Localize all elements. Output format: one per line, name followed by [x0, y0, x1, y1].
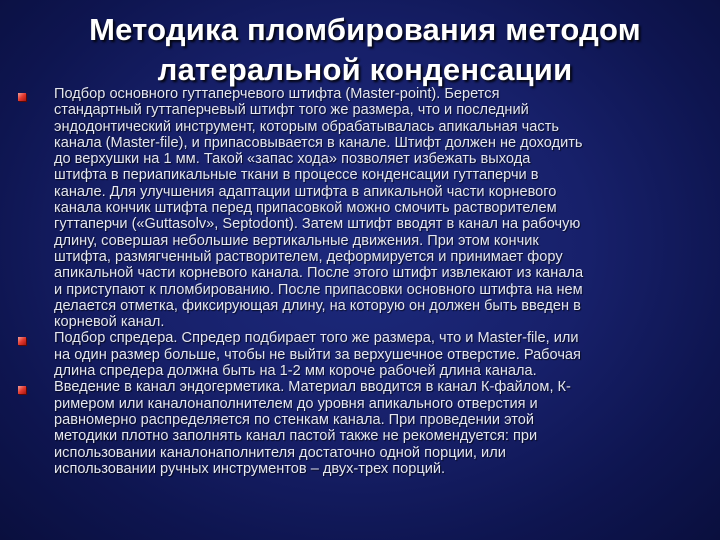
bullet-item-master-point [18, 86, 712, 330]
bullet-text: Подбор основного гуттаперчевого штифта (Master-point). Берется стандартный гуттаперчевый штифт того же размера, что и последний эндодонтический инструмент, которым обрабатывалась апикальная часть канала (Master-file), и припасовывается в канале. Штифт должен не доходить до верхушки на 1 мм. Такой «запас хода» позволяет избежать выхода штифта в периапикальные ткани в процессе конденсации гуттаперчи в канале. Для улучшения адаптации штифта в апикальной части корневого канала кончик штифта перед припасовкой можно смочить растворителем гуттаперчи («Guttasolv», Septodont). Затем штифт вводят в канал на рабочую длину, совершая небольшие вертикальные движения. При этом кончик штифта, размягченный растворителем, деформируется и принимает фору апикальной части корневого канала. После этого штифт извлекают из канала и приступают к пломбированию. После припасовки основного штифта на нем делается отметка, фиксирующая длину, на которую он должен быть введен в корневой канал. [54, 86, 584, 331]
slide-title [40, 10, 690, 90]
bullet-text: Подбор спредера. Спредер подбирает того же размера, что и Master-file, или на один размер больше, чтобы не выйти за верхушечное отверстие. Рабочая длина спредера должна быть на 1-2 мм короче рабочей длина канала. [54, 330, 581, 380]
slide-title-line-2: латеральной конденсации [157, 52, 573, 87]
bullet-list [18, 86, 712, 477]
bullet-square-icon [18, 93, 26, 101]
slide-title-line-1: Методика пломбирования методом [89, 12, 641, 47]
bullet-text: Введение в канал эндогерметика. Материал вводится в канал К-файлом, К- римером или каналонаполнителем до уровня апикального отверстия и равномерно распределяется по стенкам канала. При проведении этой методики плотно заполнять канал пастой также не рекомендуется: при использовании каналонаполнителя достаточно одной порции, или использовании ручных инструментов – двух-трех порций. [54, 379, 571, 477]
bullet-item-spreader [18, 330, 712, 379]
bullet-square-icon [18, 337, 26, 345]
bullet-square-icon [18, 386, 26, 394]
bullet-item-sealer [18, 379, 712, 477]
